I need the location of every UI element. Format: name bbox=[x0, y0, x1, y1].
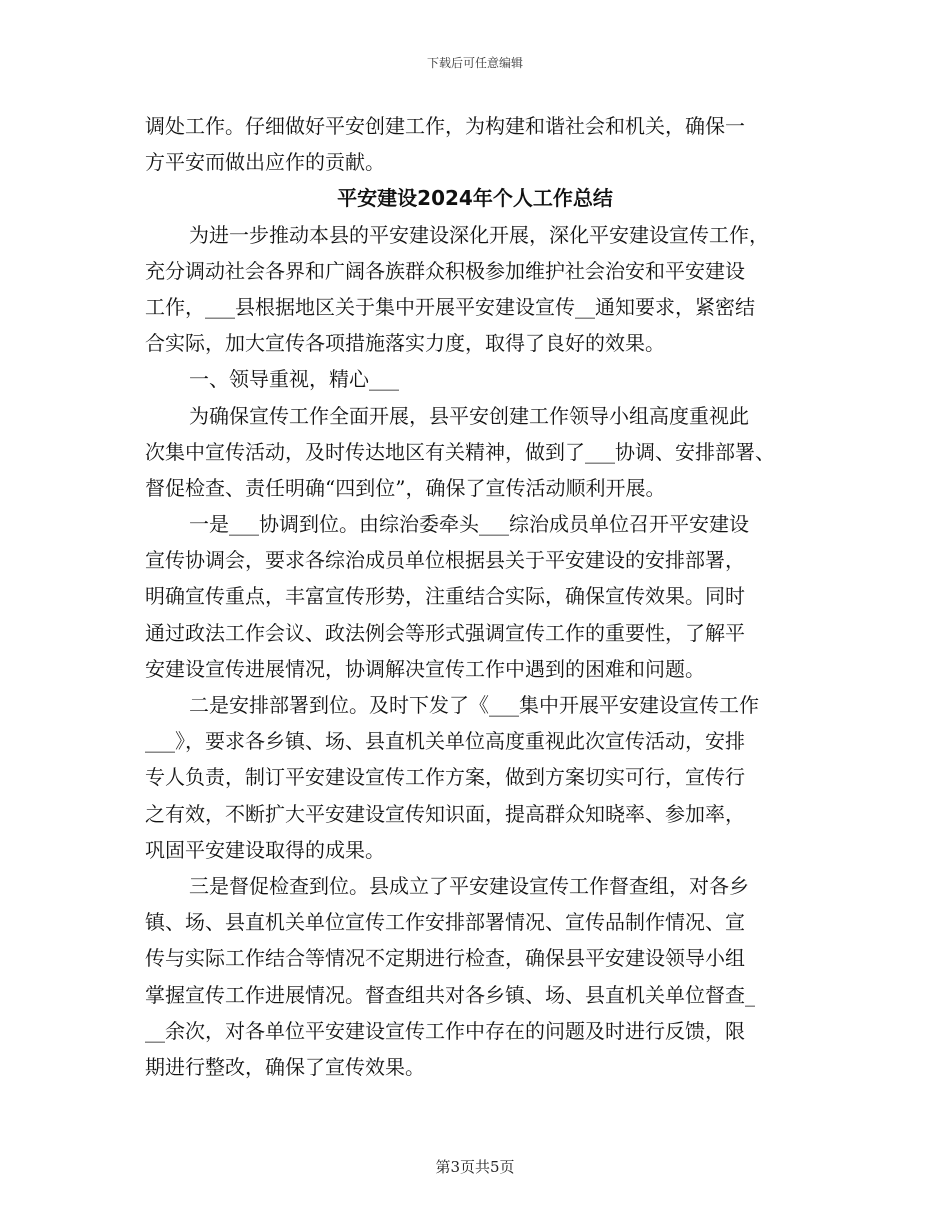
section-title: 平安建设2024年个人工作总结 bbox=[337, 186, 613, 211]
paragraph-line: 传与实际工作结合等情况不定期进行检查，确保县平安建设领导小组 bbox=[145, 946, 745, 971]
paragraph-first-line: 二是安排部署到位。及时下发了《___集中开展平安建设宣传工作 bbox=[189, 693, 759, 717]
paragraph-line: 安建设宣传进展情况，协调解决宣传工作中遇到的困难和问题。 bbox=[145, 656, 705, 681]
paragraph-line: 掌握宣传工作进展情况。督查组共对各乡镇、场、县直机关单位督查_ bbox=[145, 982, 755, 1007]
document-body bbox=[145, 108, 805, 1085]
page-header: 下载后可任意编辑 bbox=[426, 56, 523, 70]
paragraph-line: 调处工作。仔细做好平安创建工作，为构建和谐社会和机关，确保一 bbox=[145, 114, 745, 138]
paragraph-line: 巩固平安建设取得的成果。 bbox=[145, 837, 385, 862]
paragraph-line: 明确宣传重点，丰富宣传形势，注重结合实际，确保宣传效果。同时 bbox=[145, 584, 745, 609]
paragraph-line: 工作，___县根据地区关于集中开展平安建设宣传__通知要求，紧密结 bbox=[145, 294, 755, 319]
paragraph-line: 专人负责，制订平安建设宣传工作方案，做到方案切实可行，宣传行 bbox=[145, 765, 745, 790]
paragraph-line: 通过政法工作会议、政法例会等形式强调宣传工作的重要性，了解平 bbox=[145, 620, 745, 645]
paragraph-line: 镇、场、县直机关单位宣传工作安排部署情况、宣传品制作情况、宣 bbox=[145, 910, 745, 935]
paragraph-first-line: 一、领导重视，精心___ bbox=[189, 367, 399, 392]
paragraph-line: 合实际，加大宣传各项措施落实力度，取得了良好的效果。 bbox=[145, 331, 665, 356]
paragraph-line: 期进行整改，确保了宣传效果。 bbox=[145, 1054, 425, 1079]
paragraph-line: 督促检查、责任明确“四到位”，确保了宣传活动顺利开展。 bbox=[145, 475, 666, 500]
paragraph-first-line: 为确保宣传工作全面开展，县平安创建工作领导小组高度重视此 bbox=[189, 403, 749, 428]
paragraph-first-line: 一是___协调到位。由综治委牵头___综治成员单位召开平安建设 bbox=[189, 512, 749, 537]
paragraph-line: ___》，要求各乡镇、场、县直机关单位高度重视此次宣传活动，安排 bbox=[145, 729, 745, 754]
paragraph-line: 充分调动社会各界和广阔各族群众积极参加维护社会治安和平安建设 bbox=[145, 258, 745, 283]
page-number: 第3页共5页 bbox=[435, 1158, 515, 1176]
paragraph-line: 次集中宣传活动，及时传达地区有关精神，做到了___协调、安排部署、 bbox=[145, 439, 775, 464]
paragraph-line: 方平安而做出应作的贡献。 bbox=[145, 150, 385, 175]
paragraph-line: __余次，对各单位平安建设宣传工作中存在的问题及时进行反馈，限 bbox=[145, 1018, 745, 1043]
paragraph-line: 宣传协调会，要求各综治成员单位根据县关于平安建设的安排部署， bbox=[145, 548, 745, 573]
paragraph-first-line: 三是督促检查到位。县成立了平安建设宣传工作督查组，对各乡 bbox=[189, 873, 749, 898]
paragraph-first-line: 为进一步推动本县的平安建设深化开展，深化平安建设宣传工作， bbox=[189, 222, 769, 247]
paragraph-line: 之有效，不断扩大平安建设宣传知识面，提高群众知晓率、参加率， bbox=[145, 801, 745, 826]
